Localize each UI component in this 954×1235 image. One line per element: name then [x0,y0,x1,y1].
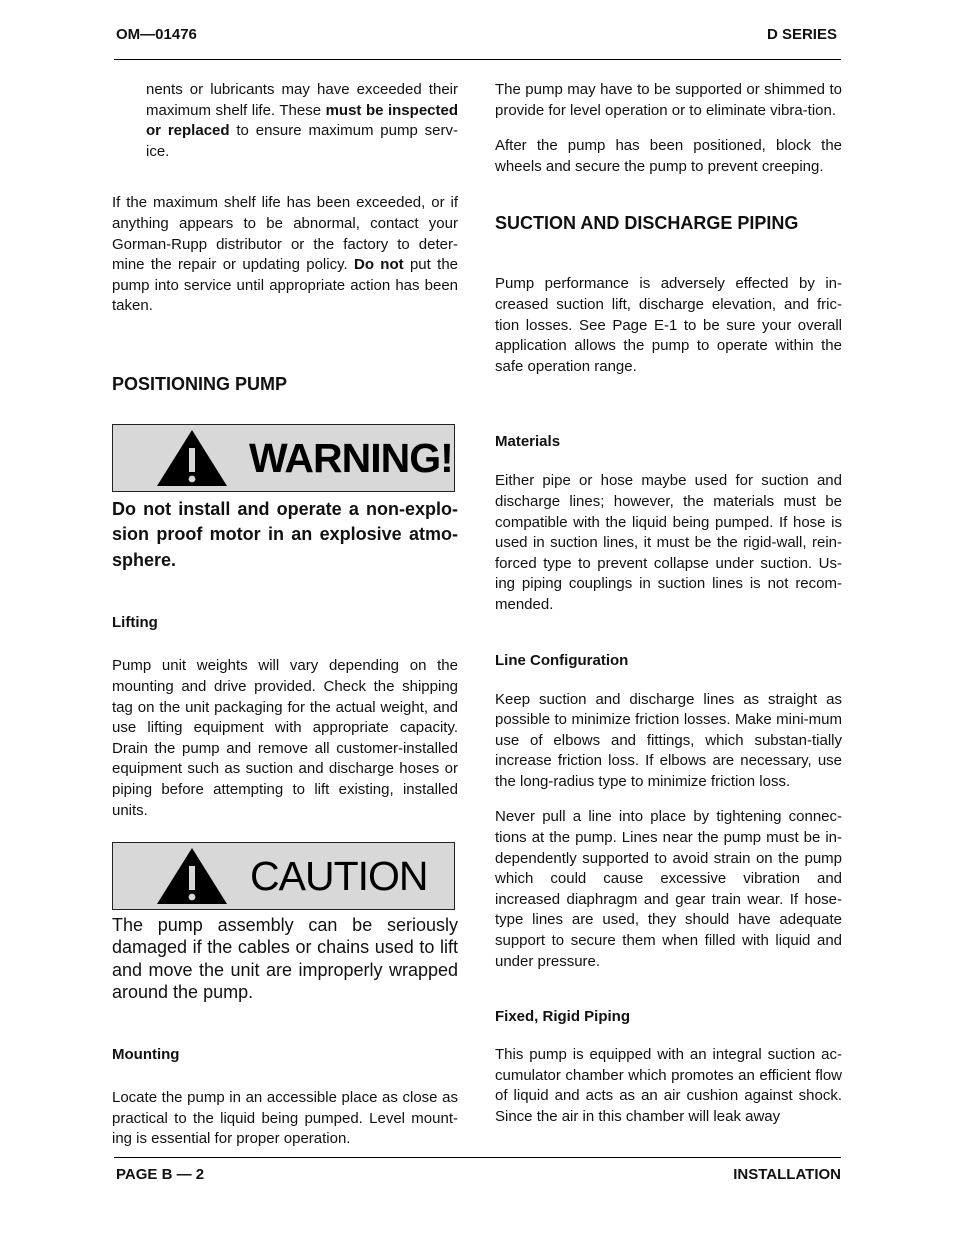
page-number: PAGE B — 2 [116,1166,205,1183]
level-operation-paragraph: The pump may have to be supported or shimmed to provide for level operation or to eliminate vibra-tion. [495,81,842,119]
footer-rule [114,1157,841,1158]
pump-performance-paragraph: Pump performance is adversely effected by in-creased suction lift, discharge elevation, and fric-tion losses. See Page E-1 to be sure your overall application allows the pump to operate within the safe operation range. [495,275,842,375]
never-pull-line-paragraph: Never pull a line into place by tightening connec-tions at the pump. Lines near the pump must be in-dependently supported to avoid strain on the pump which could cause excessive vibration and increased diaphragm and gear train wear. If hose-type lines are used, they should have adequate support to secure them when filled with liquid and under pressure. [495,808,842,970]
caution-word: CAUTION [250,853,428,900]
positioning-pump-heading: POSITIONING PUMP [112,373,288,394]
materials-heading: Materials [495,433,561,451]
warning-triangle-icon [155,428,229,488]
block-wheels-paragraph: After the pump has been positioned, block the wheels and secure the pump to prevent creeping. [495,137,842,175]
section-label: INSTALLATION [733,1166,841,1183]
shelf-exceeded-paragraph: If the maximum shelf life has been exceeded, or if anything appears to be abnormal, contact your Gorman-Rupp distributor or the factory to deter-mine the repair or updating policy. Do not put the pump into service until appropriate action has been taken. [112,194,459,315]
mounting-heading: Mounting [112,1046,180,1063]
header-rule [114,59,841,60]
warning-word: WARNING! [249,434,453,481]
line-configuration-paragraph: Keep suction and discharge lines as straight as possible to minimize friction losses. Make mini-mum use of elbows and fittings, which substan-tially increase friction loss. If elbows are necessary, use the long-radius type to minimize friction loss. [495,690,842,790]
caution-triangle-icon [155,846,229,906]
caution-message: The pump assembly can be seriously damaged if the cables or chains used to lift and move the unit are improperly wrapped around the pump. [112,915,458,1002]
suction-discharge-heading: SUCTION AND DISCHARGE PIPING [495,213,799,234]
lifting-heading: Lifting [112,614,158,632]
lifting-paragraph: Pump unit weights will vary depending on the mounting and drive provided. Check the shipping tag on the unit packaging for the actual weight, and use lifting equipment with appropriate capacity. Drain the pump and remove all customer-installed equipment such as suction and discharge hoses or piping before attempting to lift existing, installed units. [112,657,458,819]
materials-paragraph: Either pipe or hose maybe used for suction and discharge lines; however, the materials must be compatible with the liquid being pumped. If hose is used in suction lines, it must be the rigid-wall, rein-forced type to prevent collapse under suction. Us-ing piping couplings in suction lines is not recom-mended. [495,472,842,613]
line-configuration-heading: Line Configuration [495,651,629,669]
warning-banner [112,424,455,492]
doc-number: OM—01476 [116,26,197,43]
caution-banner [112,842,455,910]
right-column [495,80,842,1128]
fixed-rigid-piping-heading: Fixed, Rigid Piping [495,1008,630,1026]
mounting-paragraph: Locate the pump in an accessible place as close as practical to the liquid being pumped. Level mount-ing is essential for proper operation. [112,1089,458,1148]
shelf-life-paragraph: nents or lubricants may have exceeded their maximum shelf life. These must be inspected or replaced to ensure maximum pump serv-ice. [146,81,458,160]
left-column [112,80,458,1150]
fixed-rigid-piping-paragraph: This pump is equipped with an integral suction ac-cumulator chamber which promotes an efficient flow of liquid and acts as an air cushion against shock. Since the air in this chamber will leak away [495,1046,842,1125]
series-label: D SERIES [766,26,837,43]
warning-message: Do not install and operate a non-explo-sion proof motor in an explosive atmo-sphere. [112,498,458,570]
